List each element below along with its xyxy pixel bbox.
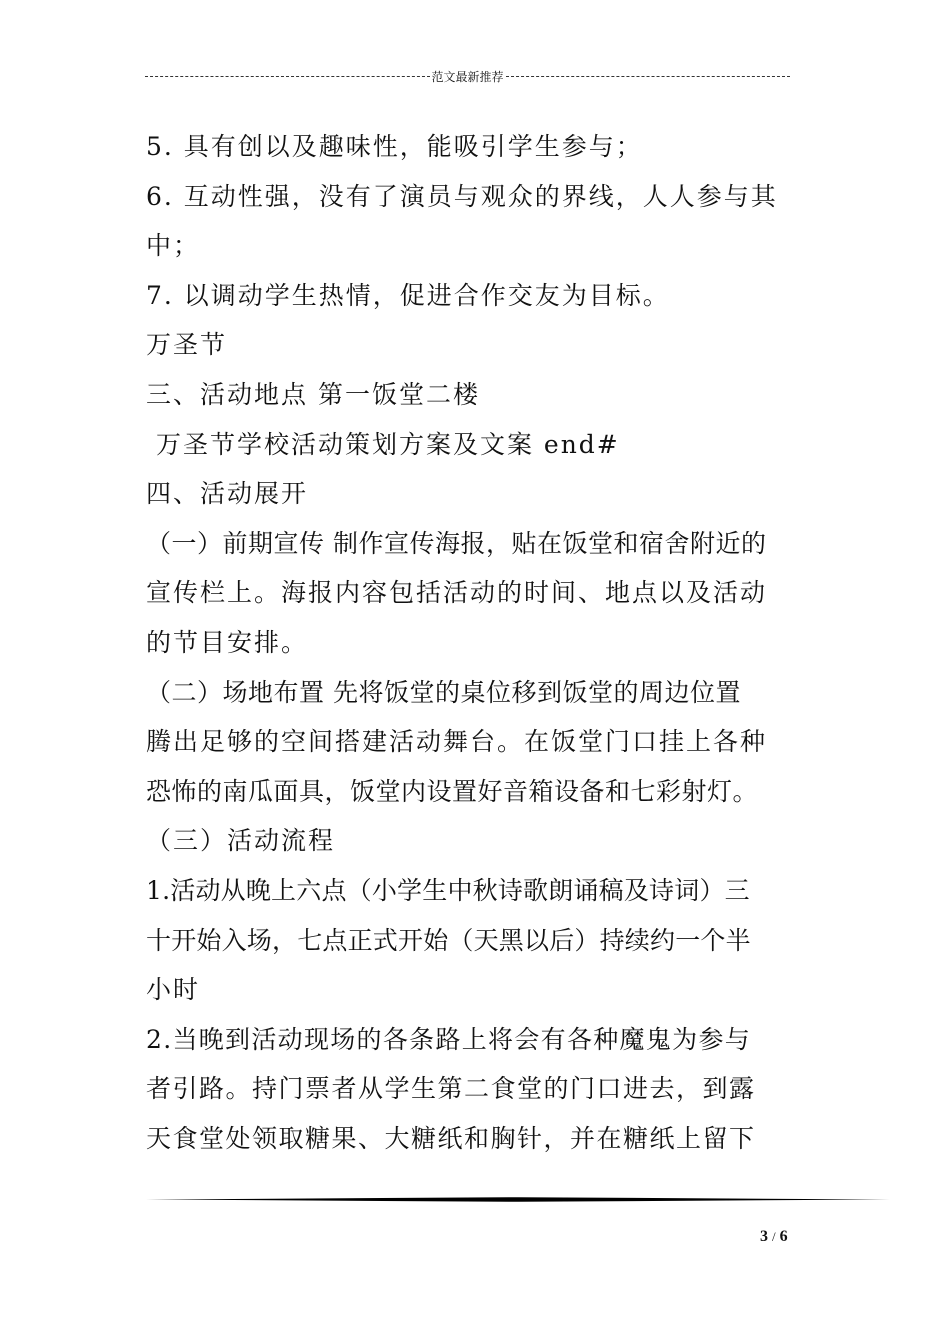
text-line: 5. 具有创以及趣味性，能吸引学生参与； (146, 132, 643, 161)
document-body (146, 122, 816, 1163)
footer-rule (146, 1197, 890, 1202)
text-line: 7. 以调动学生热情，促进合作交友为目标。 (146, 280, 670, 310)
text-line: 6. 互动性强，没有了演员与观众的界线，人人参与其 (146, 181, 778, 211)
header-dash-left (145, 76, 430, 77)
text-line: 十开始入场，七点正式开始（天黑以后）持续约一个半 (146, 925, 751, 955)
text-line: 三、活动地点 第一饭堂二楼 (146, 379, 480, 409)
text-line: （三）活动流程 (146, 826, 336, 856)
text-line: 天食堂处领取糖果、大糖纸和胸针，并在糖纸上留下 (146, 1123, 756, 1153)
header-dash-right (506, 76, 791, 77)
text-line: 的节目安排。 (146, 627, 309, 657)
text-line: （一）前期宣传 制作宣传海报，贴在饭堂和宿舍附近的 (146, 528, 767, 558)
text-line: 2.当晚到活动现场的各条路上将会有各种魔鬼为参与 (146, 1024, 752, 1054)
text-line: 1.活动从晚上六点（小学生中秋诗歌朗诵稿及诗词）三 (146, 875, 750, 905)
text-line: 万圣节学校活动策划方案及文案 end# (146, 429, 620, 459)
text-line: 宣传栏上。海报内容包括活动的时间、地点以及活动 (146, 578, 768, 608)
current-page: 3 (760, 1228, 768, 1245)
text-line: 者引路。持门票者从学生第二食堂的门口进去，到露 (146, 1074, 756, 1104)
text-line: 万圣节 (146, 330, 228, 360)
text-line: 腾出足够的空间搭建活动舞台。在饭堂门口挂上各种 (146, 727, 768, 757)
text-line: （二）场地布置 先将饭堂的桌位移到饭堂的周边位置 (146, 677, 741, 707)
page-header (145, 66, 790, 86)
text-line: 小时 (146, 975, 201, 1005)
total-pages: 6 (779, 1228, 788, 1245)
text-line: 四、活动展开 (146, 479, 309, 509)
text-line: 中； (146, 231, 201, 261)
text-line: 恐怖的南瓜面具，饭堂内设置好音箱设备和七彩射灯。 (146, 776, 759, 806)
page-separator: / (772, 1229, 776, 1244)
page-number (760, 1228, 788, 1246)
header-title: 范文最新推荐 (431, 69, 504, 84)
